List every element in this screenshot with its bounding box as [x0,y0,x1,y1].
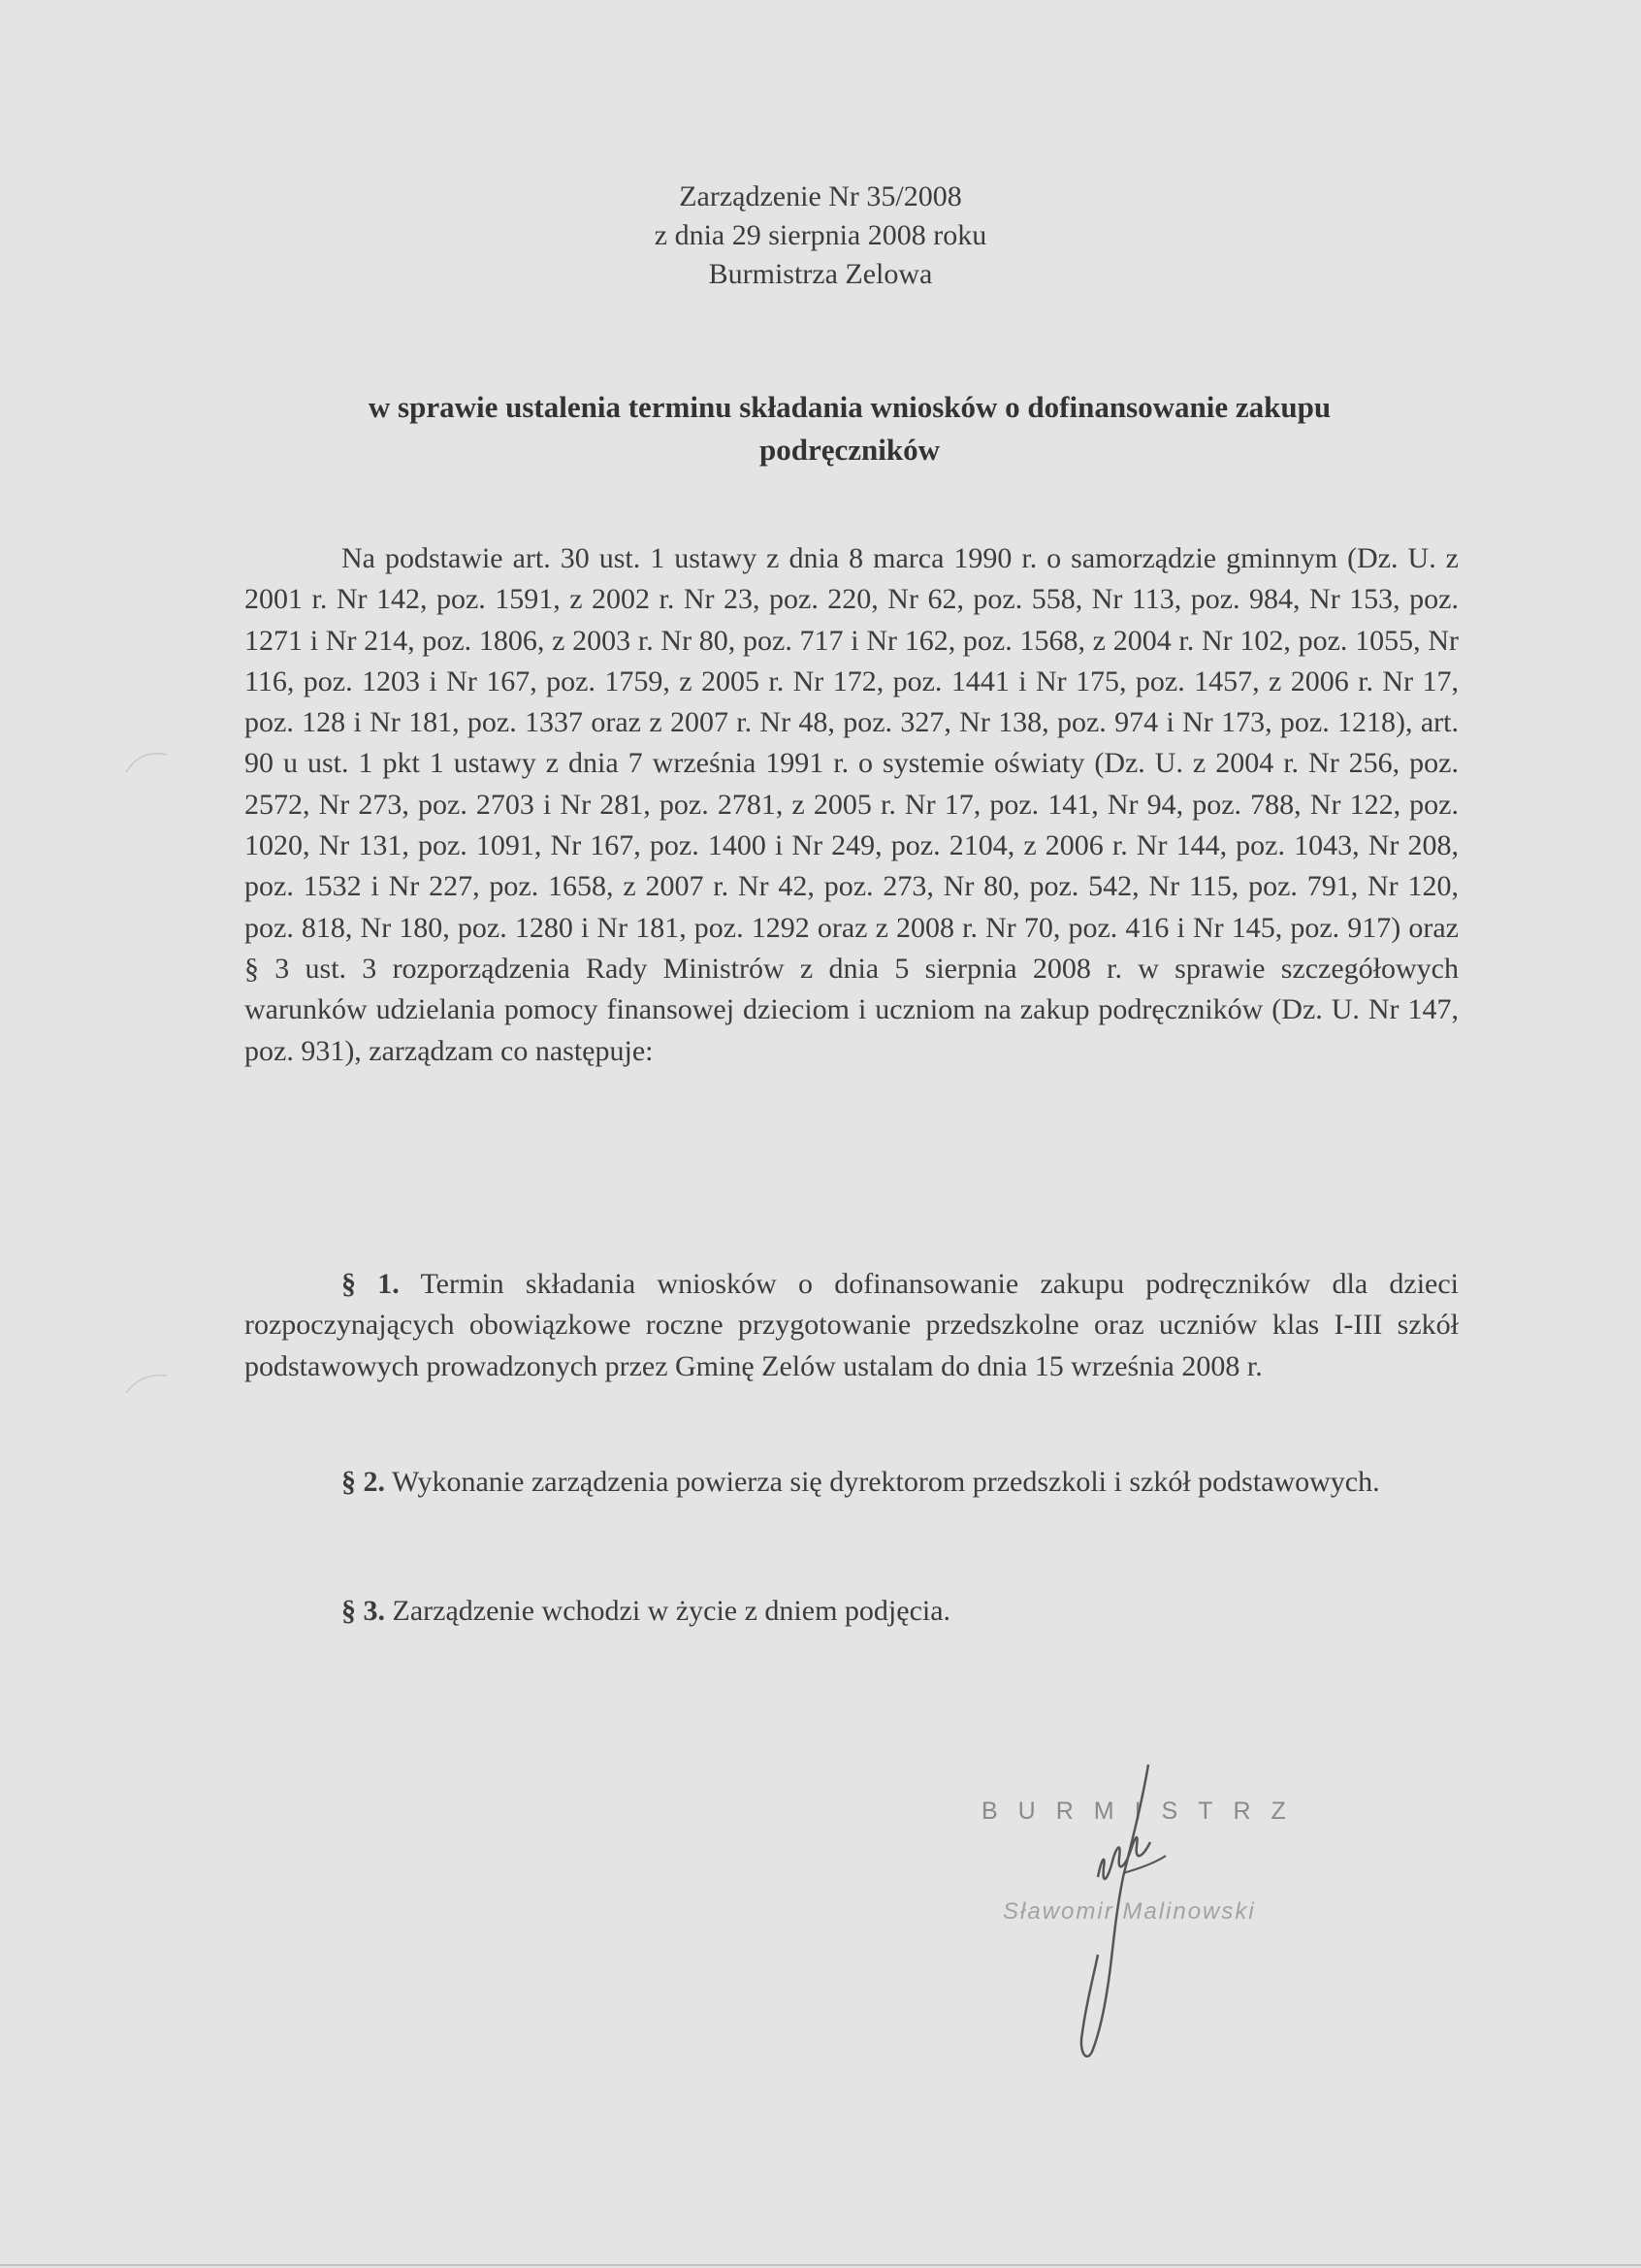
section-3 [244,1591,1459,1632]
section-2-text: Wykonanie zarządzenia powierza się dyrektorom przedszkoli i szkół podstawowych. [391,1466,1380,1498]
subject-line-2: podręczników [759,433,940,467]
section-2 [244,1462,1459,1503]
section-1 [244,1264,1459,1387]
document-subject [252,386,1447,471]
preamble-paragraph: Na podstawie art. 30 ust. 1 ustawy z dnia 8 marca 1990 r. o samorządzie gminnym (Dz. U. z 2001 r. Nr 142, poz. 1591, z 2002 r. Nr 23, poz. 220, Nr 62, poz. 558, Nr 113, poz. 984, Nr 153, poz. 1271 i Nr 214, poz. 1806, z 2003 r. Nr 80, poz. 717 i Nr 162, poz. 1568, z 2004 r. Nr 102, poz. 1055, Nr 116, poz. 1203 i Nr 167, poz. 1759, z 2005 r. Nr 172, poz. 1441 i Nr 175, poz. 1457, z 2006 r. Nr 17, poz. 128 i Nr 181, poz. 1337 oraz z 2007 r. Nr 48, poz. 327, Nr 138, poz. 974 i Nr 173, poz. 1218), art. 90 u ust. 1 pkt 1 ustawy z dnia 7 września 1991 r. o systemie oświaty (Dz. U. z 2004 r. Nr 256, poz. 2572, Nr 273, poz. 2703 i Nr 281, poz. 2781, z 2005 r. Nr 17, poz. 141, Nr 94, poz. 788, Nr 122, poz. 1020, Nr 131, poz. 1091, Nr 167, poz. 1400 i Nr 249, poz. 2104, z 2006 r. Nr 144, poz. 1043, Nr 208, poz. 1532 i Nr 227, poz. 1658, z 2007 r. Nr 42, poz. 273, Nr 80, poz. 542, Nr 115, poz. 791, Nr 120, poz. 818, Nr 180, poz. 1280 i Nr 181, poz. 1292 oraz z 2008 r. Nr 70, poz. 416 i Nr 145, poz. 917) oraz § 3 ust. 3 rozporządzenia Rady Ministrów z dnia 5 sierpnia 2008 r. w sprawie szczegółowych warunków udzielania pomocy finansowej dzieciom i uczniom na zakup podręczników (Dz. U. Nr 147, poz. 931), zarządzam co następuje: [244,542,1459,1067]
document-header [0,178,1641,294]
scan-artifact-mark [124,747,171,776]
section-1-text: Termin składania wniosków o dofinansowanie zakupu podręczników dla dzieci rozpoczynających obowiązkowe roczne przygotowanie przedszkolne oraz uczniów klas I-III szkół podstawowych prowadzonych przez Gminę Zelów ustalam do dnia 15 września 2008 r. [244,1268,1459,1382]
section-3-mark: § 3. [341,1595,385,1627]
document-title: Zarządzenie Nr 35/2008 [679,180,962,212]
stamp-title: BURMISTRZ [981,1798,1306,1825]
document-date: z dnia 29 sierpnia 2008 roku [654,219,987,251]
scan-artifact-mark [124,1368,171,1397]
page-bottom-edge [0,2264,1641,2266]
handwritten-signature [1065,1761,1172,2061]
section-3-text: Zarządzenie wchodzi w życie z dniem podjęcia. [392,1595,951,1627]
stamp-name: Sławomir Malinowski [1003,1898,1256,1925]
document-issuer: Burmistrza Zelowa [708,258,933,290]
subject-line-1: w sprawie ustalenia terminu składania wniosków o dofinansowanie zakupu [368,390,1332,424]
section-2-mark: § 2. [341,1466,385,1498]
section-1-mark: § 1. [341,1268,400,1300]
